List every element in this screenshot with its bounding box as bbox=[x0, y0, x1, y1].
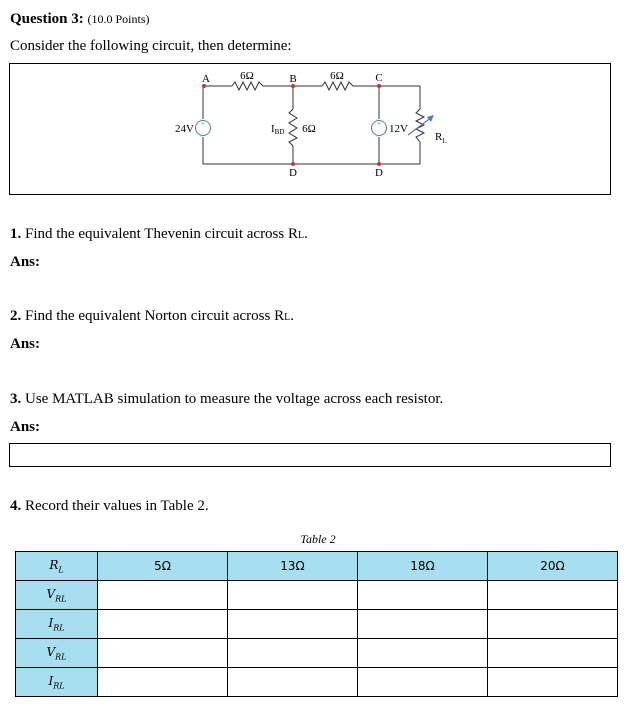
load-letter: R bbox=[435, 131, 443, 143]
part-2-sub: L bbox=[284, 312, 291, 323]
table-cell[interactable] bbox=[98, 668, 228, 697]
part-1-sub: L bbox=[298, 230, 305, 241]
table-cell[interactable] bbox=[228, 610, 358, 639]
row-label bbox=[16, 581, 98, 610]
table-cell[interactable] bbox=[488, 610, 618, 639]
part-1-question bbox=[10, 226, 308, 243]
table-row bbox=[16, 581, 618, 610]
header-col-4: 20Ω bbox=[488, 552, 618, 581]
node-c-label: C bbox=[375, 72, 383, 84]
resistor-bc bbox=[322, 82, 353, 90]
table-row bbox=[16, 610, 618, 639]
part-3-text: Use MATLAB simulation to measure the voltage across each resistor. bbox=[25, 391, 444, 407]
row-3-letter: V bbox=[46, 644, 56, 659]
question-intro: Consider the following circuit, then determine: bbox=[10, 38, 292, 54]
part-4-number: 4. bbox=[10, 498, 22, 514]
values-table bbox=[15, 551, 618, 697]
table-cell[interactable] bbox=[98, 639, 228, 668]
table-cell[interactable] bbox=[98, 581, 228, 610]
header-rl-cell bbox=[16, 552, 98, 581]
table-cell[interactable] bbox=[228, 668, 358, 697]
table-cell[interactable] bbox=[488, 668, 618, 697]
table-header-row bbox=[16, 552, 618, 581]
question-number: Question 3: bbox=[10, 11, 84, 27]
svg-text:+: + bbox=[377, 122, 381, 128]
table-cell[interactable] bbox=[488, 639, 618, 668]
circuit-svg bbox=[10, 64, 610, 194]
part-1-ans: Ans: bbox=[10, 254, 41, 270]
part-2-ans: Ans: bbox=[10, 336, 41, 352]
row-2-letter: I bbox=[48, 615, 54, 630]
part-3-number: 3. bbox=[10, 391, 22, 407]
table-cell[interactable] bbox=[98, 610, 228, 639]
node-b-label: B bbox=[289, 73, 297, 85]
source-12v-label: 12V bbox=[389, 123, 408, 135]
resistor-bc-label: 6Ω bbox=[330, 70, 344, 82]
part-2-end: . bbox=[290, 308, 294, 324]
resistor-ab-label: 6Ω bbox=[240, 70, 254, 82]
row-2-sub: RL bbox=[53, 623, 65, 633]
answer-input-box[interactable] bbox=[9, 443, 611, 467]
table-cell[interactable] bbox=[358, 610, 488, 639]
part-3-ans: Ans: bbox=[10, 419, 41, 435]
part-2-text: Find the equivalent Norton circuit across R bbox=[25, 308, 285, 324]
table-cell[interactable] bbox=[488, 581, 618, 610]
row-label bbox=[16, 610, 98, 639]
source-24v-label: 24V bbox=[175, 123, 194, 135]
header-rl-letter: R bbox=[49, 557, 59, 572]
load-label bbox=[435, 131, 447, 145]
part-1-number: 1. bbox=[10, 226, 22, 242]
table-cell[interactable] bbox=[228, 639, 358, 668]
current-label bbox=[271, 123, 284, 136]
part-2-question bbox=[10, 308, 294, 325]
load-subscript: L bbox=[442, 137, 447, 145]
row-1-letter: V bbox=[46, 586, 56, 601]
header-rl-sub: L bbox=[58, 565, 64, 575]
row-3-sub: RL bbox=[55, 652, 67, 662]
header-col-1: 5Ω bbox=[98, 552, 228, 581]
row-4-letter: I bbox=[48, 673, 54, 688]
current-letter: I bbox=[271, 123, 275, 135]
question-title bbox=[10, 11, 150, 28]
table-row bbox=[16, 668, 618, 697]
row-label bbox=[16, 639, 98, 668]
table-caption: Table 2 bbox=[300, 532, 336, 546]
table-cell[interactable] bbox=[358, 581, 488, 610]
node-a-label: A bbox=[202, 73, 210, 85]
resistor-bd bbox=[289, 109, 297, 146]
part-4-question bbox=[10, 498, 209, 515]
svg-text:+: + bbox=[201, 122, 205, 128]
resistor-bd-label: 6Ω bbox=[302, 123, 316, 135]
table-cell[interactable] bbox=[358, 668, 488, 697]
current-subscript: BD bbox=[274, 128, 285, 136]
question-points: (10.0 Points) bbox=[87, 12, 150, 26]
resistor-ab bbox=[232, 82, 263, 90]
part-2-number: 2. bbox=[10, 308, 22, 324]
row-4-sub: RL bbox=[53, 681, 65, 691]
row-label bbox=[16, 668, 98, 697]
table-row bbox=[16, 639, 618, 668]
circuit-diagram bbox=[9, 63, 611, 195]
node-d1-label: D bbox=[289, 167, 297, 179]
table-cell[interactable] bbox=[228, 581, 358, 610]
voltage-source-24v bbox=[196, 121, 211, 136]
voltage-source-12v bbox=[372, 121, 387, 136]
row-1-sub: RL bbox=[55, 594, 67, 604]
part-3-question bbox=[10, 391, 443, 408]
header-col-3: 18Ω bbox=[358, 552, 488, 581]
table-cell[interactable] bbox=[358, 639, 488, 668]
part-1-text: Find the equivalent Thevenin circuit across R bbox=[25, 226, 298, 242]
part-1-end: . bbox=[304, 226, 308, 242]
part-4-text: Record their values in Table 2. bbox=[25, 498, 209, 514]
node-d2-label: D bbox=[375, 167, 383, 179]
header-col-2: 13Ω bbox=[228, 552, 358, 581]
